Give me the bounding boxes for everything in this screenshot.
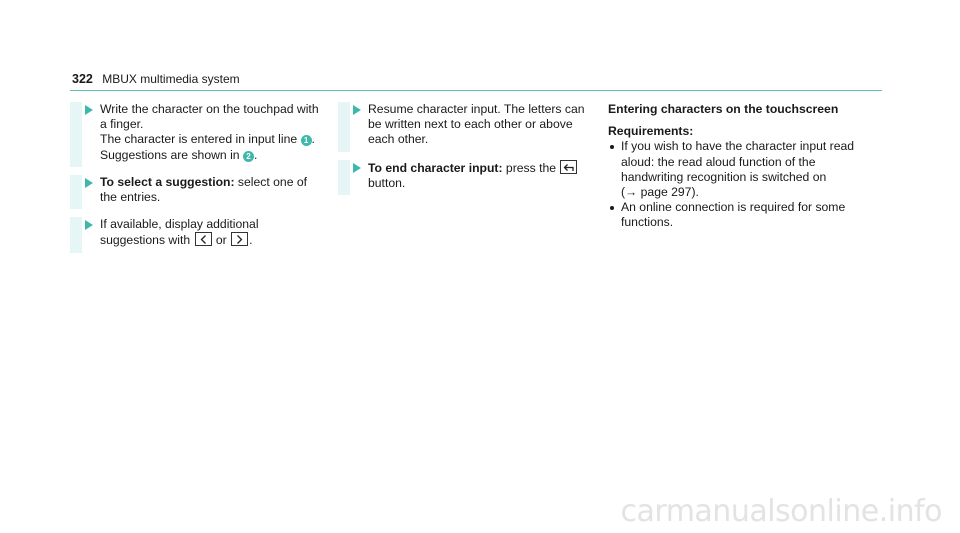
- step-write-character: [70, 102, 320, 163]
- step-resume-input: [338, 102, 588, 148]
- step-text: To select a suggestion: select one of the entries.: [100, 174, 308, 205]
- back-arrow-icon: [560, 160, 577, 174]
- step-arrow-icon: [353, 105, 361, 115]
- bullet-icon: [610, 206, 614, 210]
- page-number: 322: [72, 72, 93, 86]
- step-bar: [338, 102, 350, 152]
- callout-1-icon: 1: [301, 135, 312, 146]
- step-end-input: [338, 160, 588, 191]
- bullet-icon: [610, 145, 614, 149]
- watermark: carmanualsonline.info: [620, 494, 942, 529]
- step-text: Write the character on the touchpad with a finger. The character is entered in input line 1 . Suggestions are shown in 2 .: [100, 102, 319, 162]
- step-bar: [70, 175, 82, 209]
- requirements-list: [608, 139, 878, 230]
- requirements-title: Requirements:: [608, 124, 694, 139]
- step-bar: [70, 102, 82, 167]
- chevron-right-icon: [231, 232, 248, 246]
- step-more-suggestions: [70, 217, 320, 248]
- step-select-suggestion: [70, 175, 320, 205]
- step-text: Resume character input. The letters can be written next to each other or above each other.: [368, 102, 585, 147]
- page-title: MBUX multimedia system: [102, 72, 240, 86]
- step-arrow-icon: [85, 105, 93, 115]
- list-item: An online connection is required for some functions.: [608, 200, 878, 230]
- step-arrow-icon: [85, 178, 93, 188]
- column-1: [70, 102, 320, 261]
- step-arrow-icon: [85, 220, 93, 230]
- page-header: [72, 72, 882, 88]
- step-text: If available, display additional suggestions with or .: [100, 217, 259, 248]
- column-2: [338, 102, 588, 203]
- chevron-left-icon: [195, 232, 212, 246]
- step-text: To end character input: press the button.: [368, 160, 588, 191]
- step-bar: [70, 217, 82, 252]
- callout-2-icon: 2: [243, 151, 254, 162]
- header-divider: [70, 90, 882, 91]
- step-arrow-icon: [353, 163, 361, 173]
- column-3: [608, 102, 878, 231]
- section-title: Entering characters on the touchscreen: [608, 102, 839, 116]
- step-bar: [338, 160, 350, 195]
- list-item: If you wish to have the character input read aloud: the read aloud function of the handwriting recognition is switched on (→ page 297).: [608, 139, 878, 200]
